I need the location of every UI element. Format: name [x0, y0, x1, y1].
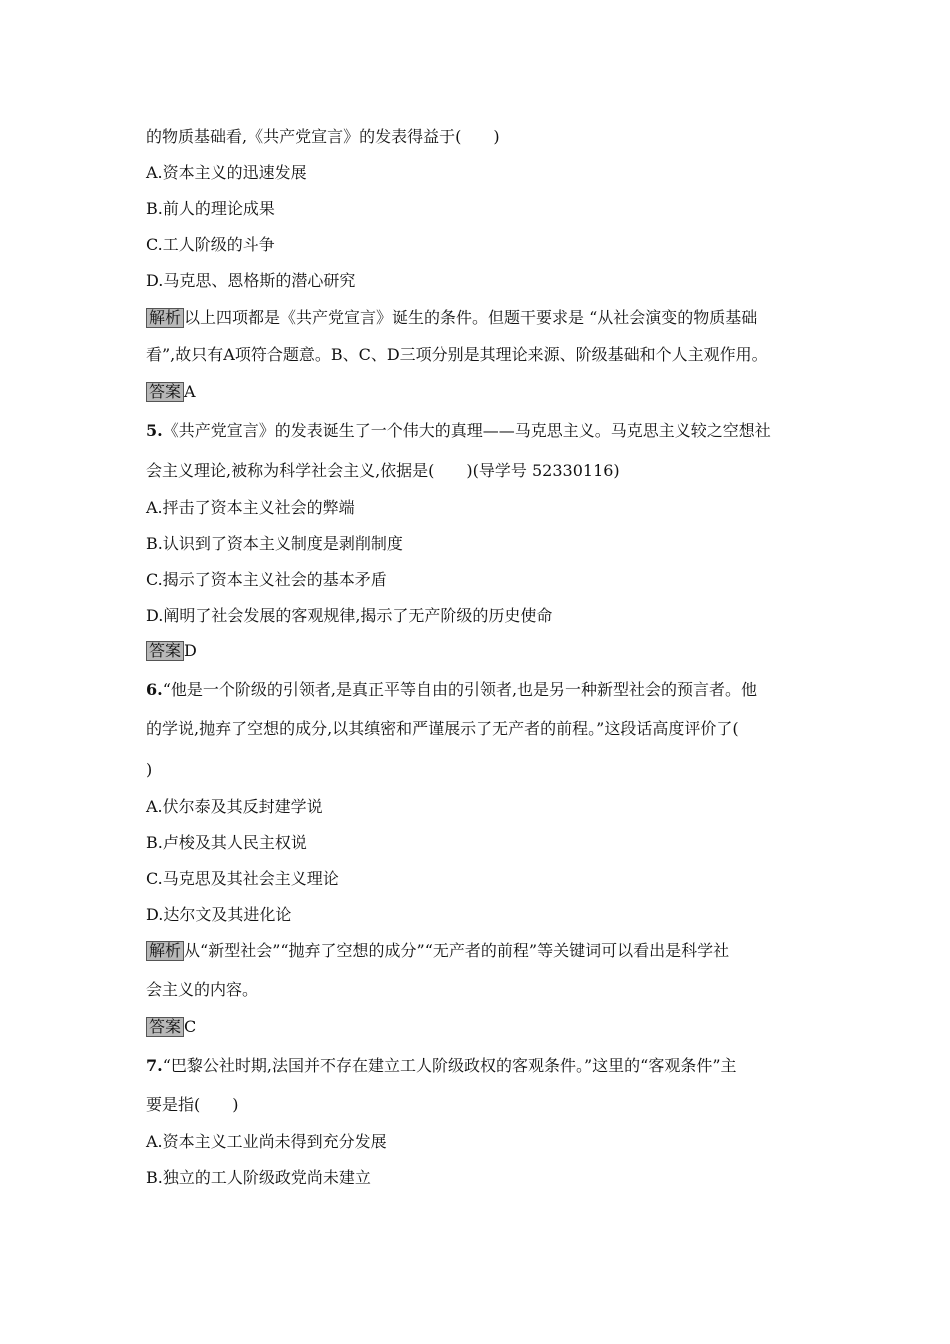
q6-option-d: D.达尔文及其进化论: [146, 905, 292, 924]
q6-stem-text-1: “他是一个阶级的引领者,是真正平等自由的引领者,也是另一种新型社会的预言者。他: [162, 680, 758, 699]
q6-option-c: C.马克思及其社会主义理论: [146, 869, 339, 888]
q4-option-a: A.资本主义的迅速发展: [146, 163, 307, 182]
q5-option-d: D.阐明了社会发展的客观规律,揭示了无产阶级的历史使命: [146, 606, 553, 625]
q7-number: 7.: [146, 1056, 163, 1075]
q6-option-a: A.伏尔泰及其反封建学说: [146, 797, 323, 816]
q5-option-a: A.抨击了资本主义社会的弊端: [146, 498, 355, 517]
q5-stem-2: 会主义理论,被称为科学社会主义,依据是( )(导学号 52330116): [146, 461, 620, 480]
q6-answer-value: C: [184, 1017, 197, 1036]
q4-analysis-text-2: 看”,故只有A项符合题意。B、C、D三项分别是其理论来源、阶级基础和个人主观作用。: [146, 345, 768, 364]
q4-option-c: C.工人阶级的斗争: [146, 235, 275, 254]
q6-analysis-text-2: 会主义的内容。: [146, 980, 259, 999]
q5-stem-text-1: 《共产党宣言》的发表诞生了一个伟大的真理——马克思主义。马克思主义较之空想社: [162, 421, 771, 440]
analysis-label: 解析: [146, 308, 184, 328]
answer-label: 答案: [146, 641, 184, 661]
q6-analysis-text-1: 从“新型社会”“抛弃了空想的成分”“无产者的前程”等关键词可以看出是科学社: [184, 941, 730, 960]
analysis-label: 解析: [146, 941, 184, 961]
q7-option-a: A.资本主义工业尚未得到充分发展: [146, 1132, 387, 1151]
q6-stem-3: ): [146, 760, 153, 779]
q4-option-d: D.马克思、恩格斯的潜心研究: [146, 271, 356, 290]
q6-option-b: B.卢梭及其人民主权说: [146, 833, 307, 852]
q6-answer: [146, 1017, 196, 1037]
q4-answer-value: A: [184, 382, 196, 401]
q5-stem-1: [146, 421, 771, 441]
q6-analysis: [146, 941, 729, 961]
q6-stem-2: 的学说,抛弃了空想的成分,以其缜密和严谨展示了无产者的前程。”这段话高度评价了(: [146, 719, 739, 738]
answer-label: 答案: [146, 1017, 184, 1037]
q7-stem-text-1: “巴黎公社时期,法国并不存在建立工人阶级政权的客观条件。”这里的“客观条件”主: [162, 1056, 737, 1075]
q6-stem-1: [146, 680, 757, 700]
q4-option-b: B.前人的理论成果: [146, 199, 275, 218]
q5-option-b: B.认识到了资本主义制度是剥削制度: [146, 534, 403, 553]
q5-answer-value: D: [184, 641, 197, 660]
q4-answer: [146, 382, 196, 402]
q6-number: 6.: [146, 680, 163, 699]
q7-stem-1: [146, 1056, 737, 1076]
answer-label: 答案: [146, 382, 184, 402]
q5-answer: [146, 641, 197, 661]
q7-stem-2: 要是指( ): [146, 1095, 239, 1114]
q4-analysis: [146, 308, 757, 328]
q5-option-c: C.揭示了资本主义社会的基本矛盾: [146, 570, 387, 589]
q4-analysis-text-1: 以上四项都是《共产党宣言》诞生的条件。但题干要求是 “从社会演变的物质基础: [184, 308, 758, 327]
q5-number: 5.: [146, 421, 163, 440]
q4-stem-tail: 的物质基础看,《共产党宣言》的发表得益于( ): [146, 127, 500, 146]
q7-option-b: B.独立的工人阶级政党尚未建立: [146, 1168, 371, 1187]
